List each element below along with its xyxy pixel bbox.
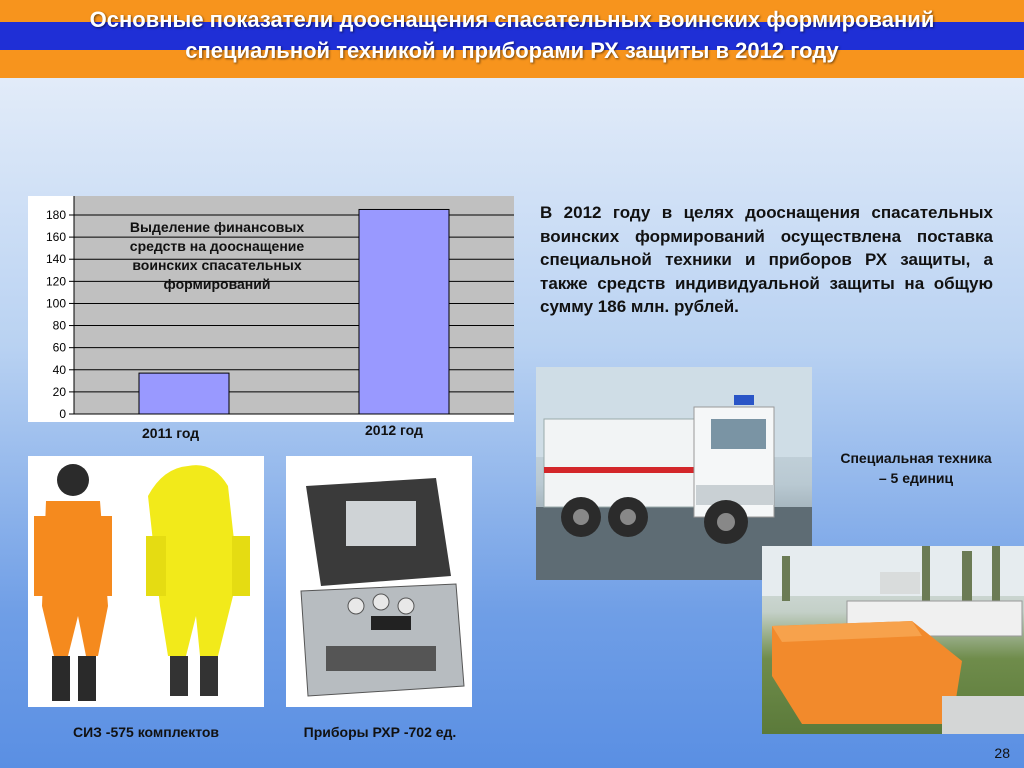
bar-chart: [28, 196, 514, 422]
y-tick-label: 20: [52, 384, 66, 399]
devices-caption: Приборы РХР -702 ед.: [303, 724, 457, 740]
chart-annotation-line: Выделение финансовых: [129, 219, 305, 235]
y-tick-label: 60: [52, 340, 66, 355]
field-camp-photo: [762, 546, 1024, 734]
vehicles-caption-line2: – 5 единиц: [878, 470, 954, 486]
y-tick-label: 160: [45, 230, 66, 245]
y-tick-label: 180: [45, 208, 66, 222]
protective-suits-photo: [28, 456, 264, 707]
bar-2011-год: [139, 373, 229, 414]
chart-annotation: [112, 218, 322, 294]
y-tick-label: 80: [52, 318, 66, 333]
slide-title-line2: специальной техникой и приборами РХ защиты в 2012 году: [185, 38, 839, 63]
vehicles-caption: [818, 448, 1014, 488]
y-tick-label: 140: [45, 252, 66, 267]
y-tick-label: 0: [59, 407, 66, 421]
y-tick-label: 100: [45, 296, 66, 311]
page-number: 28: [994, 745, 1010, 761]
category-label-2012: 2012 год: [365, 422, 423, 438]
siz-caption: СИЗ -575 комплектов: [72, 724, 220, 740]
y-tick-label: 120: [45, 274, 66, 289]
slide-title: [0, 4, 1024, 66]
y-tick-label: 40: [52, 362, 66, 377]
chart-annotation-line: воинских спасательных: [132, 257, 302, 273]
bar-2012-год: [359, 209, 449, 414]
category-label-2011: 2011 год: [142, 425, 200, 441]
chart-annotation-line: средств на дооснащение: [129, 238, 305, 254]
vehicles-caption-line1: Специальная техника: [840, 450, 992, 466]
chart-annotation-line: формирований: [163, 276, 271, 292]
slide-title-line1: Основные показатели дооснащения спасательных воинских формирований: [89, 7, 935, 32]
rkhr-device-photo: [286, 456, 472, 707]
summary-paragraph: В 2012 году в целях дооснащения спасательных воинских формирований осуществлена поставка специальной техники и приборов РХ защиты, а также средств индивидуальной защиты на общую сумму 186 млн. рублей.: [540, 203, 993, 316]
